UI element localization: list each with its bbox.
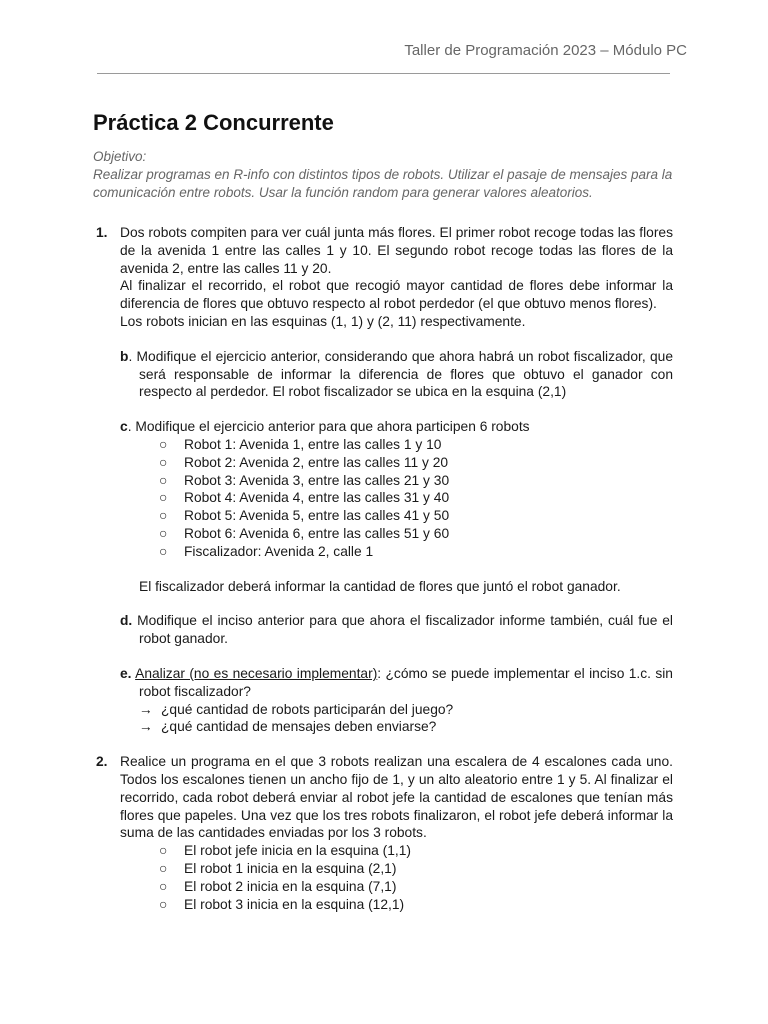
bullet-circle-icon: ○ (159, 454, 168, 470)
bullet-circle-icon: ○ (159, 843, 168, 859)
list-item: ○ El robot jefe inicia en la esquina (1,1) (159, 843, 412, 859)
exercise-1d-text: Modifique el inciso anterior para que ahora el fiscalizador informe también, cuál fue el robot ganador. (132, 613, 673, 647)
arrow-right-icon: → (139, 719, 153, 735)
objective-block (93, 148, 673, 202)
list-item: ○ Fiscalizador: Avenida 2, calle 1 (159, 543, 374, 559)
exercise-2-robot-list (93, 842, 673, 913)
exercise-1b-text: . Modifique el ejercicio anterior, considerando que ahora habrá un robot fiscalizador, que será responsable de informar la diferencia de flores que obtuvo el ganador con respecto al perdedor. El robot fiscalizador se ubica en la esquina (2,1) (128, 348, 673, 400)
exercise-1c-note: El fiscalizador deberá informar la cantidad de flores que juntó el robot ganador. (139, 578, 621, 594)
bullet-circle-icon: ○ (159, 508, 168, 524)
exercise-1-line-2: Al finalizar el recorrido, el robot que recogió mayor cantidad de flores debe informar la diferencia de flores que obtuvo respecto al robot perdedor (el que obtuvo menos flores). (120, 278, 673, 312)
list-item: ○ Robot 1: Avenida 1, entre las calles 1 y 10 (159, 436, 442, 452)
bullet-circle-icon: ○ (159, 490, 168, 506)
bullet-circle-icon: ○ (159, 525, 168, 541)
exercise-1d-letter: d. (120, 613, 133, 629)
header-divider (97, 73, 670, 74)
exercise-2-text: Realice un programa en el que 3 robots realizan una escalera de 4 escalones cada uno. Todos los escalones tienen un ancho fijo de 1, y un alto aleatorio entre 1 y 5. Al finalizar el recorrido, cada robot deberá enviar al robot jefe la cantidad de escalones que tenían más flores que papeles. Una vez que los tres robots finalizaron, el robot jefe deberá informar la suma de las cantidades enviadas por los 3 robots. (120, 754, 673, 841)
arrow-right-icon: → (139, 701, 153, 717)
list-item: ○ Robot 6: Avenida 6, entre las calles 51 y 60 (159, 525, 450, 541)
bullet-circle-icon: ○ (159, 860, 168, 876)
exercise-1e-underlined: Analizar (no es necesario implementar) (135, 665, 378, 681)
exercise-2-number: 2. (96, 754, 108, 770)
exercise-1-line-1: Dos robots compiten para ver cuál junta más flores. El primer robot recoge todas las flores de la avenida 1 entre las calles 1 y 10. El segundo robot recoge todas las flores de la avenida 2, entre las calles 11 y 20. (120, 225, 673, 276)
exercise-1-number: 1. (96, 225, 108, 240)
exercise-1e-text: : ¿cómo se puede implementar el inciso 1.c. sin robot fiscalizador? (139, 665, 673, 699)
list-item: ○ Robot 4: Avenida 4, entre las calles 31 y 40 (159, 490, 450, 506)
bullet-circle-icon: ○ (159, 472, 168, 488)
list-item: ○ El robot 1 inicia en la esquina (2,1) (159, 860, 397, 876)
exercise-1b-letter: b (120, 348, 129, 364)
exercise-1c (93, 418, 673, 436)
bullet-circle-icon: ○ (159, 543, 168, 559)
exercise-1e-letter: e. (120, 665, 132, 681)
bullet-circle-icon: ○ (159, 896, 168, 912)
page-title: Práctica 2 Concurrente (93, 110, 334, 135)
document-body (93, 110, 673, 913)
list-item: ○ Robot 3: Avenida 3, entre las calles 21 y 30 (159, 472, 450, 488)
exercise-1 (93, 224, 673, 331)
exercise-2 (93, 753, 673, 842)
exercise-1e-question-2: → ¿qué cantidad de mensajes deben enviarse? (139, 719, 437, 735)
list-item: ○ El robot 3 inicia en la esquina (12,1) (159, 896, 405, 912)
bullet-circle-icon: ○ (159, 436, 168, 452)
exercise-1c-robot-list (93, 436, 673, 561)
list-item: ○ El robot 2 inicia en la esquina (7,1) (159, 878, 397, 894)
objective-label: Objetivo: (93, 149, 147, 164)
bullet-circle-icon: ○ (159, 878, 168, 894)
exercise-1c-letter: c (120, 419, 128, 435)
list-item: ○ Robot 5: Avenida 5, entre las calles 41 y 50 (159, 508, 450, 524)
objective-text: Realizar programas en R-info con distintos tipos de robots. Utilizar el pasaje de mensajes para la comunicación entre robots. Usar la función random para generar valores aleatorios. (93, 167, 673, 200)
exercise-1-line-3: Los robots inician en las esquinas (1, 1) y (2, 11) respectivamente. (120, 313, 526, 329)
exercise-1c-text: . Modifique el ejercicio anterior para que ahora participen 6 robots (127, 419, 530, 435)
exercise-1e-question-1: → ¿qué cantidad de robots participarán del juego? (139, 701, 454, 717)
page-header: Taller de Programación 2023 – Módulo PC (404, 42, 687, 59)
list-item: ○ Robot 2: Avenida 2, entre las calles 11 y 20 (159, 454, 449, 470)
exercise-1d (93, 612, 673, 648)
exercise-1b (93, 348, 673, 401)
exercise-1e (93, 665, 673, 701)
